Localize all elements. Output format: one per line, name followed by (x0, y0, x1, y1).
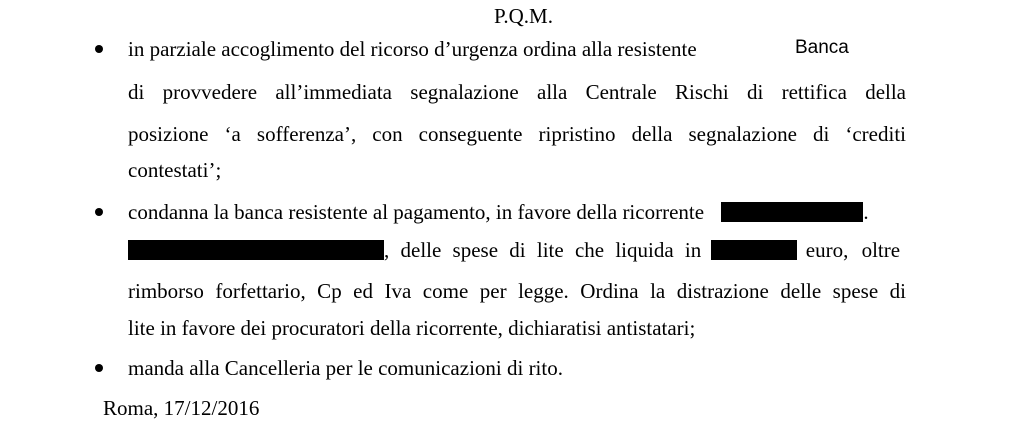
item-2-line-2 (128, 238, 900, 262)
inserted-word: Banca (795, 37, 849, 58)
item-1-line-2: di provvedere all’immediata segnalazione alla Centrale Rischi di rettifica della (128, 80, 906, 104)
item-2-line-2-text-b: euro, oltre (805, 238, 901, 262)
redaction-bar (721, 202, 863, 222)
item-1-line-1: in parziale accoglimento del ricorso d’urgenza ordina alla resistente (128, 37, 697, 61)
redaction-bar (128, 240, 384, 260)
item-1-line-4: contestati’; (128, 158, 222, 182)
heading: P.Q.M. (494, 4, 553, 28)
item-1-line-3: posizione ‘a sofferenza’, con conseguente ripristino della segnalazione di ‘crediti (128, 122, 906, 146)
signature-date: Roma, 17/12/2016 (103, 396, 260, 420)
item-2-line-2-text-a: , delle spese di lite che liquida in (384, 238, 702, 262)
item-3-line-1: manda alla Cancelleria per le comunicazioni di rito. (128, 356, 563, 380)
item-2-line-1-text: condanna la banca resistente al pagamento, in favore della ricorrente (128, 200, 705, 224)
bullet-2 (95, 208, 103, 216)
bullet-3 (95, 364, 103, 372)
item-2-line-1-end: . (863, 200, 869, 224)
item-2-line-3: rimborso forfettario, Cp ed Iva come per legge. Ordina la distrazione delle spese di (128, 279, 906, 303)
item-2-line-1 (128, 200, 869, 224)
bullet-1 (95, 45, 103, 53)
item-2-line-4: lite in favore dei procuratori della ricorrente, dichiaratisi antistatari; (128, 316, 696, 340)
redaction-bar (711, 240, 797, 260)
